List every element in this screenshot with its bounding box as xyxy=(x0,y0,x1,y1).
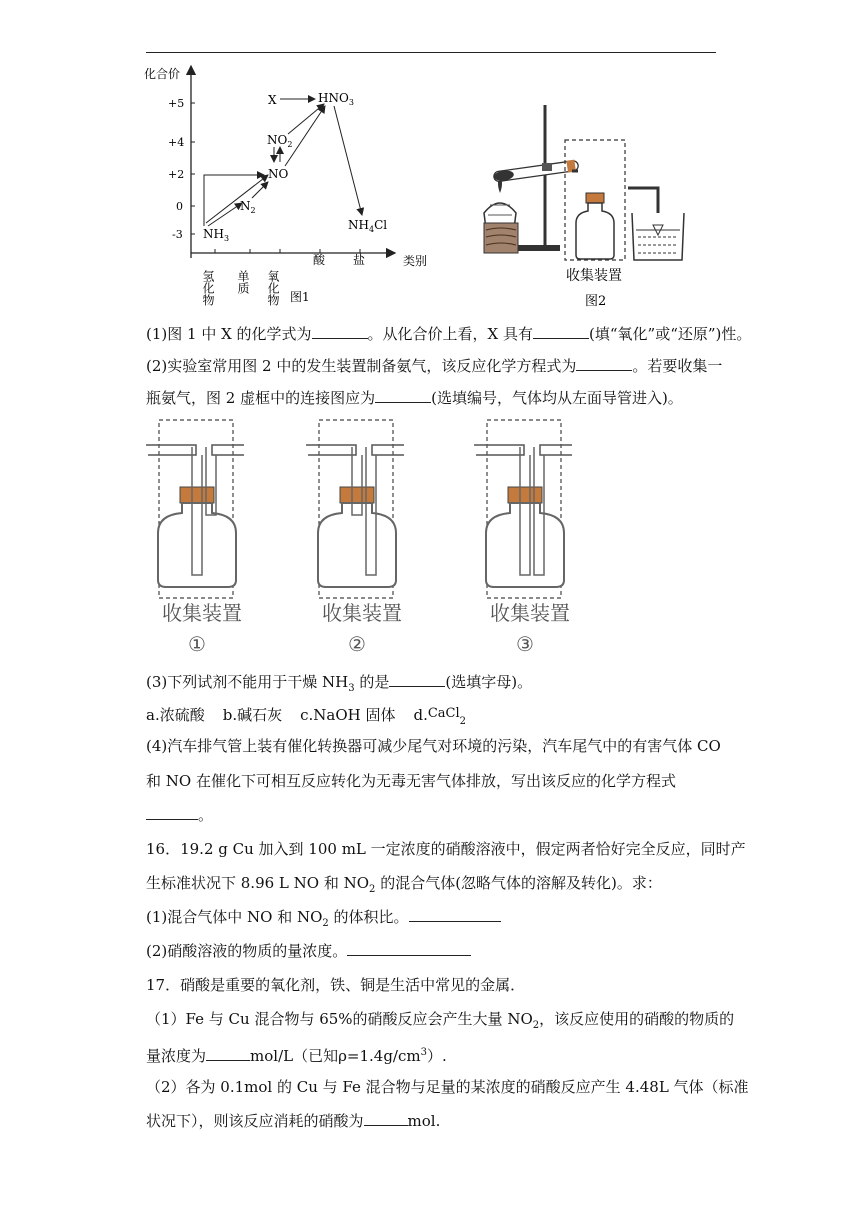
species-no: NO xyxy=(268,167,289,181)
answer-blank[interactable] xyxy=(312,324,368,339)
q16-part1: (1)混合气体中 NO 和 $NO_2$ 的体积比。 xyxy=(146,907,501,934)
x-category: 单质 xyxy=(236,270,250,294)
q17-part2-line1: （2）各为 0.1mol 的 Cu 与 Fe 混合物与足量的某浓度的硝酸反应产生 4.48L 气体（标准 xyxy=(146,1078,749,1096)
species-nh4cl: $NH_4Cl$ xyxy=(348,218,388,234)
collection-options-figure xyxy=(140,415,600,660)
figure-2-caption: 图2 xyxy=(585,294,607,309)
q15-part2-line1: (2)实验室常用图 2 中的发生装置制备氨气，该反应化学方程式为 。若要收集一 xyxy=(146,357,723,375)
option-number: ② xyxy=(348,632,366,656)
q17-part2-line2: 状况下），则该反应消耗的硝酸为 mol. xyxy=(146,1112,441,1130)
q16-part2: (2)硝酸溶液的物质的量浓度。 xyxy=(146,941,471,961)
q16-line1: 16．19.2 g Cu 加入到 100 mL 一定浓度的硝酸溶液中，假定两者恰好完全反应，同时产 xyxy=(146,840,746,858)
q15-part4-line2: 和 NO 在催化下可相互反应转化为无毒无害气体排放，写出该反应的化学方程式 xyxy=(146,772,676,790)
answer-blank[interactable] xyxy=(375,388,431,403)
x-category: 氢化物 xyxy=(201,270,215,306)
answer-blank[interactable] xyxy=(206,1046,250,1061)
collection-device-option-1 xyxy=(146,420,244,598)
q17-line1: 17．硝酸是重要的氧化剂，铁、铜是生活中常见的金属． xyxy=(146,976,526,994)
option-label: 收集装置 xyxy=(490,601,570,625)
collection-device-option-3 xyxy=(474,420,572,598)
figure-2-box-label: 收集装置 xyxy=(566,268,622,284)
q15-part2-line2: 瓶氨气，图 2 虚框中的连接图应为 (选填编号，气体均从左面导管进入)。 xyxy=(146,389,683,407)
species-hno3: $HNO_3$ xyxy=(318,91,354,107)
ytick: -3 xyxy=(172,228,183,241)
answer-blank[interactable] xyxy=(533,324,589,339)
figure-2-apparatus xyxy=(470,95,690,310)
option-number: ③ xyxy=(516,632,534,656)
q16-line2: 生标准状况下 8.96 L NO 和 $NO_2$ 的混合气体(忽略气体的溶解及转化)。求： xyxy=(146,874,662,895)
answer-blank[interactable] xyxy=(576,356,632,371)
figure-1-valence-diagram xyxy=(140,58,440,308)
ytick: +2 xyxy=(168,168,185,181)
q17-part1-line1: （1）Fe 与 Cu 混合物与 65%的硝酸反应会产生大量 $NO_2$，该反应使用的硝酸的物质的 xyxy=(146,1010,735,1031)
x-category: 盐 xyxy=(353,253,366,267)
answer-blank[interactable] xyxy=(347,941,471,956)
answer-blank[interactable] xyxy=(146,805,198,820)
ytick: 0 xyxy=(176,200,183,213)
y-axis-label: 化合价 xyxy=(144,67,181,81)
species-n2: $N_2$ xyxy=(240,199,256,215)
q17-part1-line2: 量浓度为 mol/L（已知$\rho=1.4g/cm^3$）. xyxy=(146,1047,447,1065)
option-label: 收集装置 xyxy=(322,601,402,625)
q15-part3: (3)下列试剂不能用于干燥 $NH_3$ 的是 (选填字母)。 xyxy=(146,673,533,694)
top-rule xyxy=(146,52,716,53)
species-nh3: $NH_3$ xyxy=(203,227,230,243)
species-no2: $NO_2$ xyxy=(267,133,293,149)
q15-part4-line3: 。 xyxy=(146,805,213,825)
ytick: +4 xyxy=(168,136,185,149)
option-label: 收集装置 xyxy=(162,601,242,625)
collection-device-option-2 xyxy=(306,420,404,598)
answer-blank[interactable] xyxy=(389,672,445,687)
x-axis-label: 类别 xyxy=(403,254,428,268)
q15-part1: (1)图 1 中 X 的化学式为 。从化合价上看，X 具有 (填“氧化”或“还原”)性。 xyxy=(146,325,752,343)
species-x: X xyxy=(268,93,277,107)
answer-blank[interactable] xyxy=(409,907,501,922)
q15-part3-options: a.浓硫酸 b.碱石灰 c.NaOH 固体 d.CaCl$_2$ xyxy=(146,706,467,727)
x-category: 酸 xyxy=(313,253,326,267)
q15-part4-line1: (4)汽车排气管上装有催化转换器可减少尾气对环境的污染，汽车尾气中的有害气体 CO xyxy=(146,737,721,755)
ytick: +5 xyxy=(168,97,185,110)
x-category: 氧化物 xyxy=(266,270,280,306)
answer-blank[interactable] xyxy=(364,1111,408,1126)
option-number: ① xyxy=(188,632,206,656)
figure-1-caption: 图1 xyxy=(290,290,310,304)
